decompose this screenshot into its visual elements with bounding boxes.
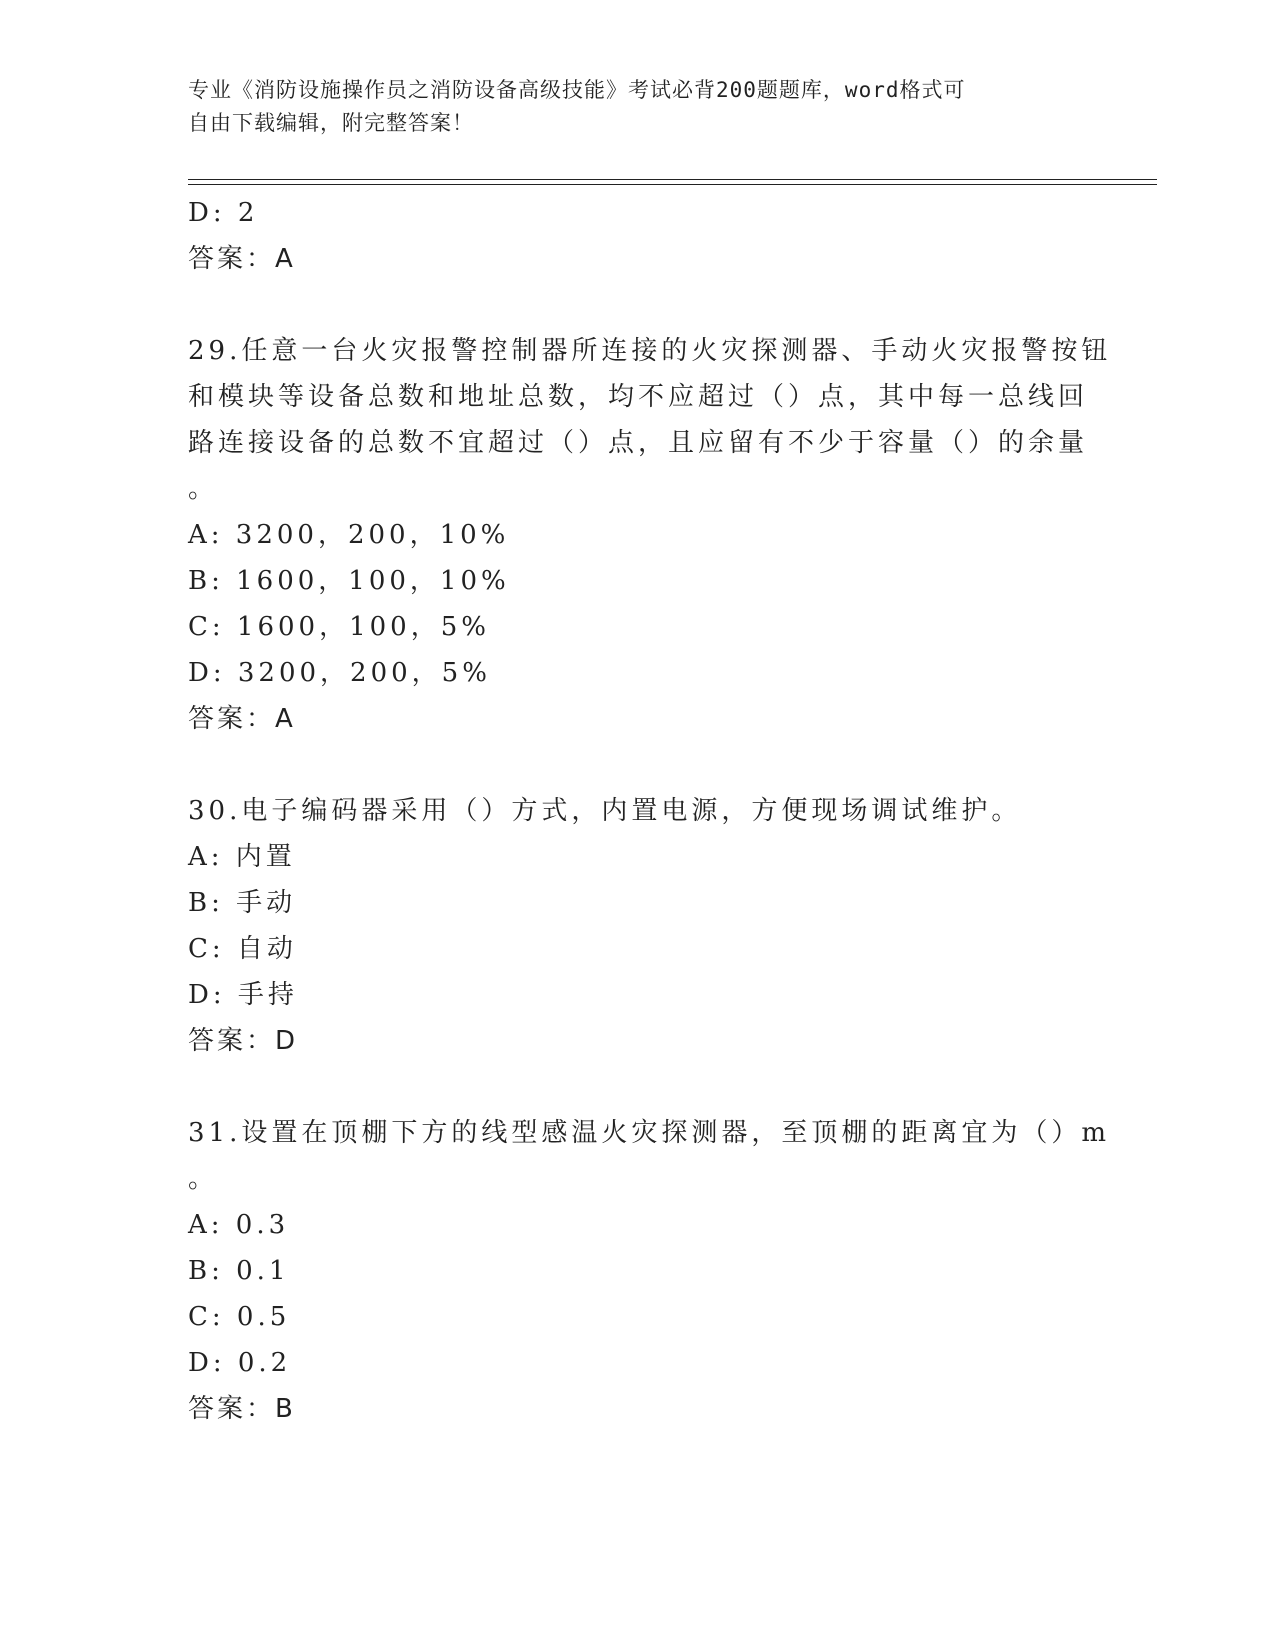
option-b: B: 0.1	[188, 1256, 290, 1286]
document-header	[188, 74, 1068, 140]
option-d: D: 3200，200，5%	[188, 658, 491, 688]
answer-line: 答案：A	[188, 704, 296, 734]
question-31	[188, 1110, 1111, 1432]
answer-line: 答案：A	[188, 244, 296, 274]
header-title-line-1: 专业《消防设施操作员之消防设备高级技能》考试必背200题题库，word格式可	[188, 78, 966, 102]
question-29	[188, 328, 1112, 742]
option-c: C: 1600，100，5%	[188, 612, 490, 642]
header-divider-top	[188, 179, 1157, 180]
option-c: C: 0.5	[188, 1302, 291, 1332]
question-text-line: 31.设置在顶棚下方的线型感温火灾探测器，至顶棚的距离宜为（）m	[188, 1118, 1111, 1148]
option-d: D: 手持	[188, 980, 298, 1010]
answer-line: 答案：B	[188, 1394, 296, 1424]
question-text-line: 29.任意一台火灾报警控制器所连接的火灾探测器、手动火灾报警按钮	[188, 336, 1112, 366]
spacer	[188, 742, 1088, 788]
answer-line: 答案：D	[188, 1026, 299, 1056]
option-a: A: 内置	[188, 842, 296, 872]
option-a: A: 3200，200，10%	[188, 520, 510, 550]
spacer	[188, 282, 1088, 328]
option-a: A: 0.3	[188, 1210, 290, 1240]
question-text-line: 30.电子编码器采用（）方式，内置电源，方便现场调试维护。	[188, 796, 1022, 826]
option-d: D: 0.2	[188, 1348, 292, 1378]
option-b: B: 手动	[188, 888, 297, 918]
question-text-line: 路连接设备的总数不宜超过（）点，且应留有不少于容量（）的余量	[188, 428, 1089, 458]
option-d: D: 2	[188, 198, 259, 228]
header-divider-bottom	[188, 184, 1157, 185]
header-title-line-2: 自由下载编辑，附完整答案！	[188, 111, 474, 135]
previous-question-tail	[188, 190, 1088, 282]
question-text-line: 。	[188, 1164, 219, 1194]
question-text-line: 。	[188, 474, 219, 504]
spacer	[188, 1064, 1088, 1110]
option-c: C: 自动	[188, 934, 297, 964]
question-30	[188, 788, 1088, 1064]
option-b: B: 1600，100，10%	[188, 566, 510, 596]
question-list	[188, 190, 1112, 1432]
question-text-line: 和模块等设备总数和地址总数，均不应超过（）点，其中每一总线回	[188, 382, 1089, 412]
